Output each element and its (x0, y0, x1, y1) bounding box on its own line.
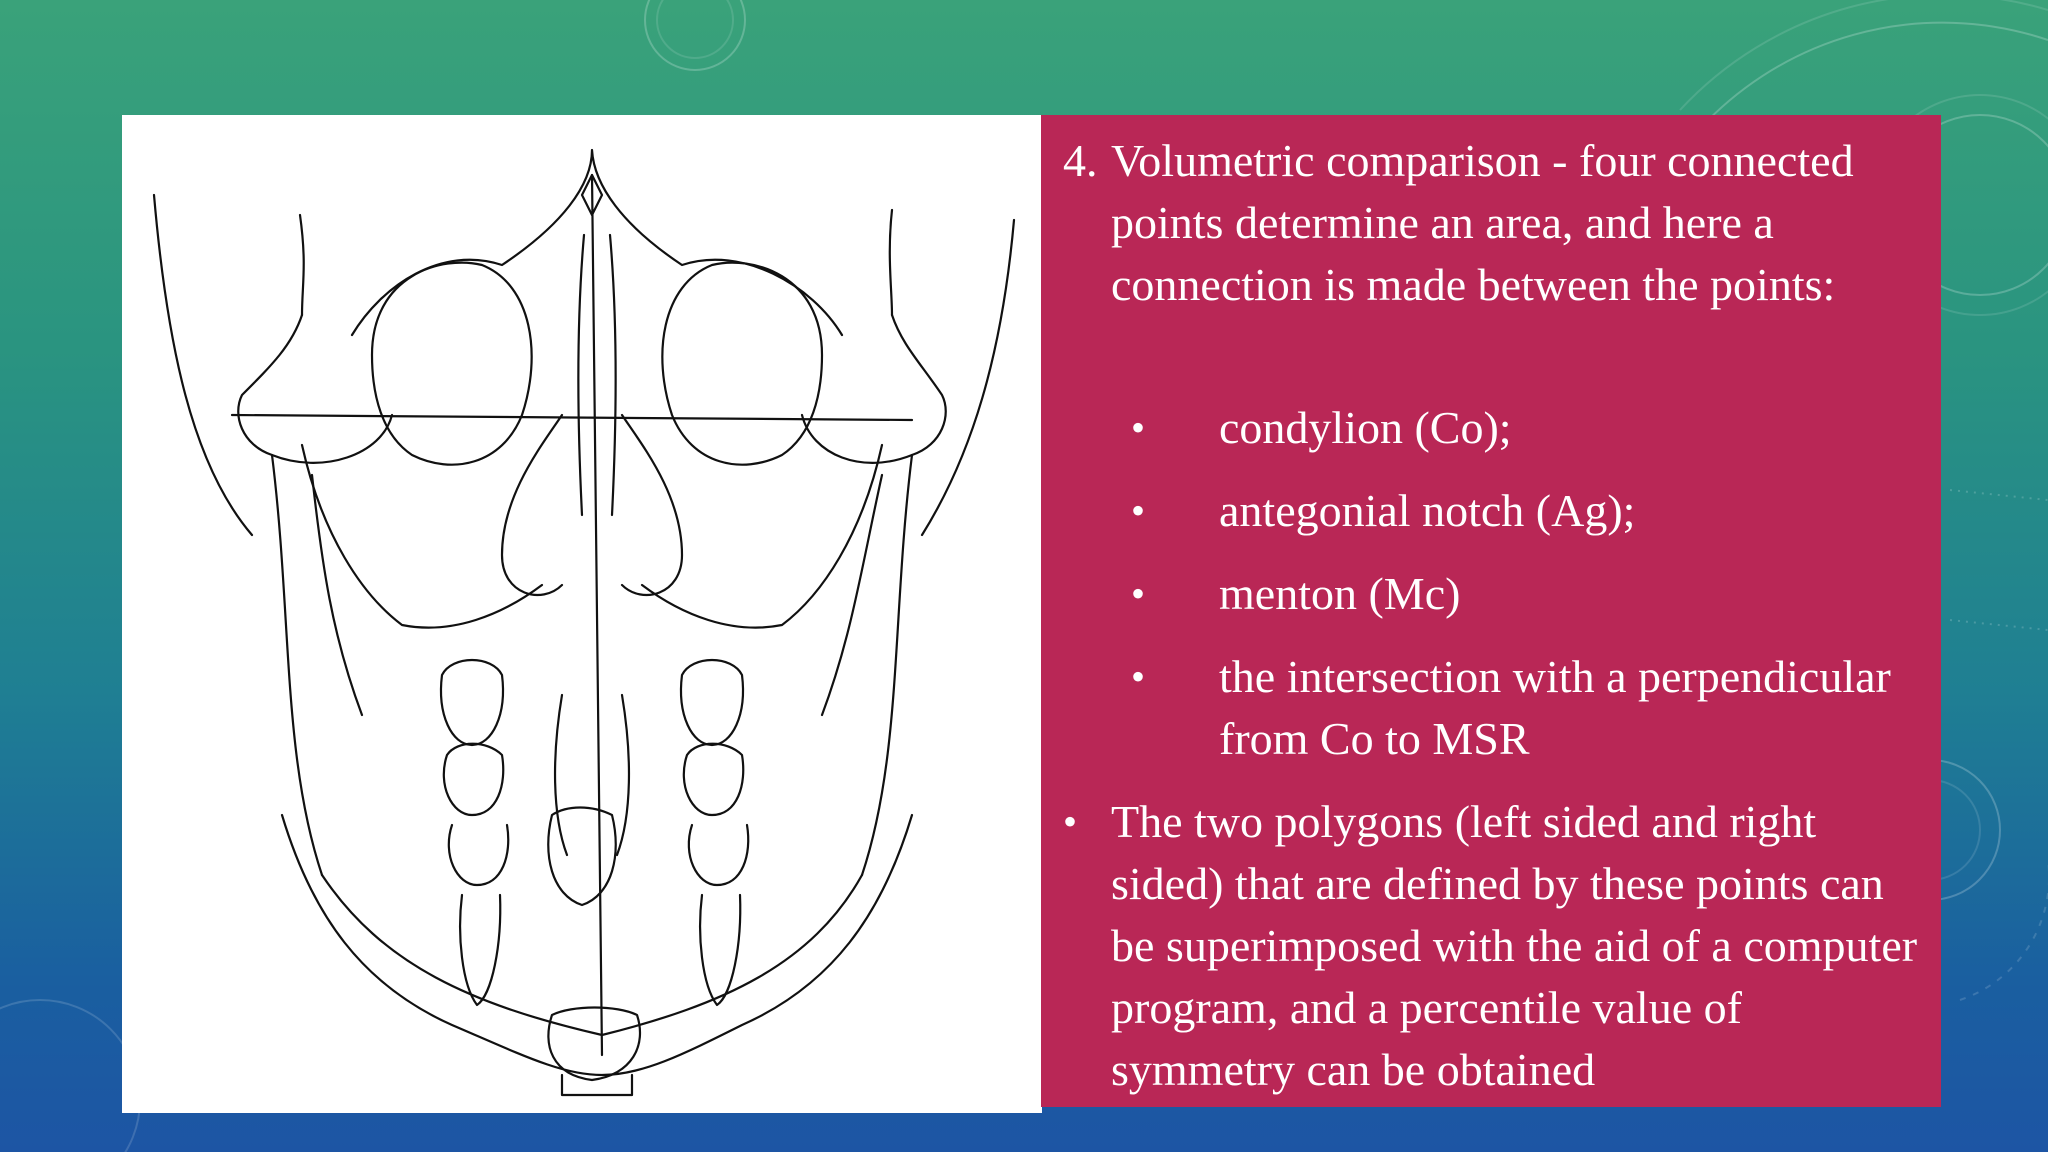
heading-paragraph (1051, 130, 1921, 316)
bullet-icon: • (1063, 799, 1078, 844)
sub-bullet-text: condylion (Co); (1219, 402, 1512, 453)
heading-number: 4. (1063, 135, 1098, 186)
figure-panel (122, 115, 1042, 1113)
bullet-icon: • (1131, 654, 1146, 699)
sub-bullet-item (1131, 646, 1971, 770)
sub-bullet-text: antegonial notch (Ag); (1219, 485, 1636, 536)
frontal-skull-tracing-icon (122, 115, 1042, 1113)
sub-bullet-item (1131, 480, 1971, 542)
sub-bullet-text: the intersection with a perpendicular from Co to MSR (1219, 651, 1891, 764)
main-bullet-item (1051, 791, 1918, 1101)
sub-bullet-text: menton (Mc) (1219, 568, 1461, 619)
sub-bullet-item (1131, 397, 1971, 459)
text-panel (1041, 115, 1941, 1107)
bullet-icon: • (1131, 571, 1146, 616)
sub-bullet-item (1131, 563, 1971, 625)
bullet-icon: • (1131, 488, 1146, 533)
heading-text: Volumetric comparison - four connected points determine an area, and here a connection is made between the points: (1111, 135, 1854, 310)
main-bullet-text: The two polygons (left sided and right sided) that are defined by these points can be superimposed with the aid of a computer program, and a percentile value of symmetry can be obtained (1111, 796, 1918, 1095)
bullet-icon: • (1131, 405, 1146, 450)
